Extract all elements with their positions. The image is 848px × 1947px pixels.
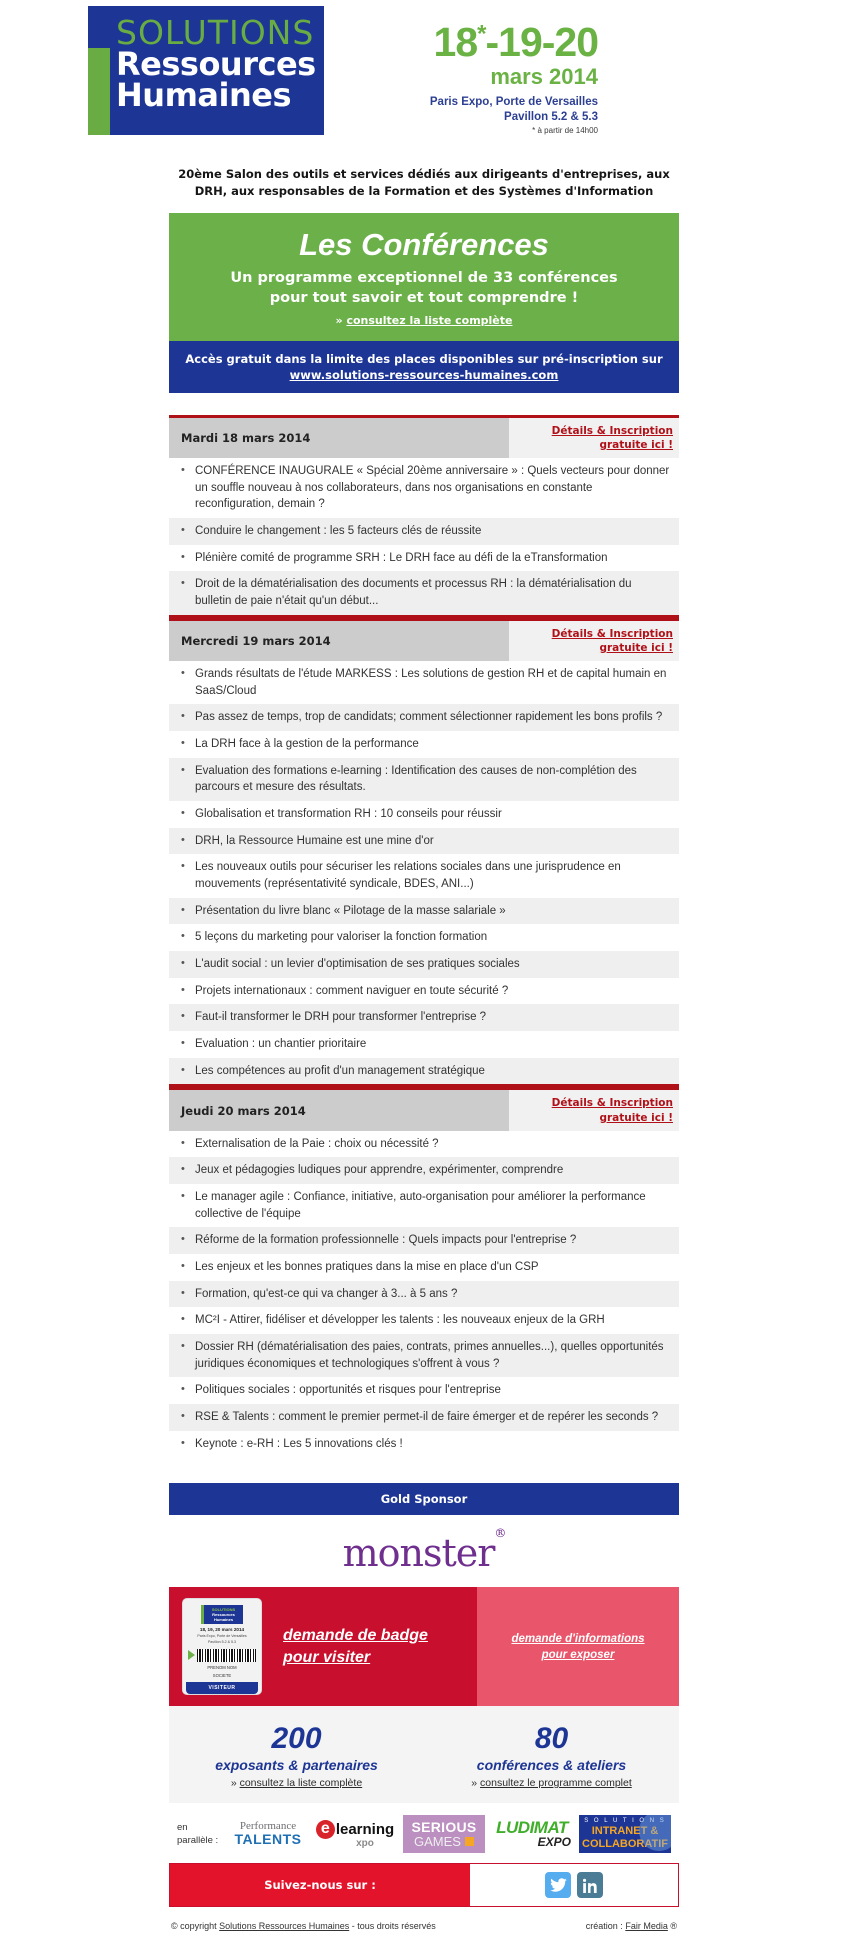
session-item: • Droit de la dématérialisation des documents et processus RH : la dématérialisation du bulletin de paie n'était qu'un début... bbox=[169, 571, 679, 614]
partner-logos-row bbox=[169, 1803, 679, 1863]
social-icons bbox=[470, 1864, 678, 1906]
inscription-link-tuesday[interactable] bbox=[513, 424, 673, 452]
stat-exhibitors bbox=[169, 1722, 424, 1789]
elearning-word: learning bbox=[335, 1820, 395, 1838]
performance-talents-top: Performance bbox=[239, 1820, 297, 1833]
session-item: • Externalisation de la Paie : choix ou nécessité ? bbox=[169, 1131, 679, 1158]
session-item: • Grands résultats de l'étude MARKESS : Les solutions de gestion RH et de capital humain en SaaS/Cloud bbox=[169, 661, 679, 704]
exhibit-info-line2: pour exposer bbox=[541, 1648, 615, 1661]
page-subtitle: 20ème Salon des outils et services dédiés aux dirigeants d'entreprises, aux DRH, aux responsables de la Formation et des Systèmes d'Information bbox=[178, 167, 670, 198]
chevron-right-icon: » bbox=[230, 1777, 237, 1790]
conference-banner bbox=[169, 213, 679, 341]
badge-logo bbox=[201, 1605, 243, 1624]
badge-logo-line3: Humaines bbox=[213, 1617, 234, 1623]
twitter-icon[interactable] bbox=[545, 1872, 571, 1898]
day-title-thursday: Jeudi 20 mars 2014 bbox=[169, 1090, 509, 1130]
ludimat-line1: LUDIMAT bbox=[496, 1818, 568, 1838]
badge-request-link[interactable] bbox=[283, 1625, 428, 1668]
badge-request-line1: demande de badge bbox=[283, 1627, 428, 1645]
conference-banner-title: Les Conférences bbox=[299, 227, 549, 263]
badge-holder-name: PRENOM NOM bbox=[207, 1664, 237, 1670]
event-month: mars 2014 bbox=[490, 64, 598, 89]
gold-sponsor-logo-wrap[interactable] bbox=[169, 1515, 679, 1587]
follow-label: Suivez-nous sur : bbox=[170, 1864, 470, 1906]
event-logo bbox=[88, 6, 324, 135]
footer-copyright bbox=[171, 1921, 436, 1931]
access-bar-text: Accès gratuit dans la limite des places disponibles sur pré-inscription sur bbox=[185, 352, 663, 367]
logo-line-solutions: SOLUTIONS bbox=[116, 13, 315, 52]
event-footnote: * à partir de 14h00 bbox=[532, 126, 598, 136]
cta-row bbox=[169, 1587, 679, 1706]
event-date-first: 18 bbox=[433, 19, 478, 65]
session-item: • Keynote : e-RH : Les 5 innovations clés ! bbox=[169, 1431, 679, 1458]
day-header-thursday bbox=[169, 1087, 679, 1130]
performance-talents-bottom: TALENTS bbox=[234, 1831, 302, 1848]
chevron-right-icon: » bbox=[335, 314, 343, 328]
conference-banner-subtitle bbox=[179, 268, 669, 309]
session-item: • RSE & Talents : comment le premier permet-il de faire émerger et de repérer les seconds ? bbox=[169, 1404, 679, 1431]
program-complete-link[interactable]: consultez le programme complet bbox=[480, 1777, 632, 1790]
exhibit-info-line1: demande d'informations bbox=[511, 1632, 645, 1645]
day-cta-wednesday[interactable] bbox=[509, 621, 679, 661]
exhibit-info-link[interactable] bbox=[511, 1631, 644, 1663]
session-item: • Réforme de la formation professionnelle : Quels impacts pour l'entreprise ? bbox=[169, 1227, 679, 1254]
badge-request-line2: pour visiter bbox=[283, 1648, 371, 1666]
session-list-thursday bbox=[169, 1131, 679, 1458]
inscription-link-thursday[interactable] bbox=[513, 1096, 673, 1124]
partner-logos-label bbox=[169, 1821, 221, 1848]
session-item: • Dossier RH (dématérialisation des paies, contrats, primes annuelles...), quelles opportunités juridiques économiques et technologiques s'offrent à vous ? bbox=[169, 1334, 679, 1377]
session-item: • CONFÉRENCE INAUGURALE « Spécial 20ème anniversaire » : Quels vecteurs pour donner un souffle nouveau à nos collaborateurs, dans nos organisations en constante reconfiguration, demain ? bbox=[169, 458, 679, 518]
badge-dates: 18, 19, 20 mars 2014 bbox=[199, 1627, 245, 1633]
footer-credit-prefix: création : bbox=[585, 1921, 623, 1932]
session-item: • 5 leçons du marketing pour valoriser la fonction formation bbox=[169, 924, 679, 951]
conference-banner-link-row bbox=[179, 314, 669, 327]
session-item: • Formation, qu'est-ce qui va changer à 3... à 5 ans ? bbox=[169, 1281, 679, 1308]
day-cta-thursday[interactable] bbox=[509, 1090, 679, 1130]
ludimat-expo-logo[interactable] bbox=[493, 1815, 571, 1853]
day-title-wednesday: Mercredi 19 mars 2014 bbox=[169, 621, 509, 661]
access-bar-website-link[interactable]: www.solutions-ressources-humaines.com bbox=[289, 367, 559, 382]
session-list-tuesday bbox=[169, 458, 679, 618]
inscription-link-line1-thursday: Détails & Inscription bbox=[551, 1097, 673, 1110]
session-item: • Les enjeux et les bonnes pratiques dans la mise en place d'un CSP bbox=[169, 1254, 679, 1281]
intranet-line1: INTRANET & bbox=[591, 1825, 659, 1838]
chevron-right-icon: » bbox=[471, 1777, 478, 1790]
serious-games-line1: SERIOUS bbox=[411, 1818, 477, 1835]
session-list-wednesday bbox=[169, 661, 679, 1087]
event-location bbox=[298, 95, 598, 124]
partner-label-line2: parallèle : bbox=[177, 1835, 219, 1847]
session-item: • Evaluation des formations e-learning : Identification des causes de non-complétion des parcours et mesure des résultats. bbox=[169, 758, 679, 801]
inscription-link-line2-tuesday: gratuite ici ! bbox=[599, 438, 673, 451]
session-item: • MC²I - Attirer, fidéliser et développer les talents : les nouveaux enjeux de la GRH bbox=[169, 1307, 679, 1334]
badge-type-label: VISITEUR bbox=[186, 1682, 258, 1694]
stat-exhibitors-link-row bbox=[169, 1777, 424, 1789]
session-item: • DRH, la Ressource Humaine est une mine d'or bbox=[169, 828, 679, 855]
badge-logo-line1: SOLUTIONS bbox=[211, 1607, 236, 1613]
serious-games-logo[interactable] bbox=[403, 1815, 485, 1853]
cta-visit-panel bbox=[169, 1587, 477, 1706]
footer-credit bbox=[586, 1921, 677, 1931]
footer-copyright-suffix: - tous droits réservés bbox=[351, 1921, 436, 1932]
session-item: • Pas assez de temps, trop de candidats; comment sélectionner rapidement les bons profils ? bbox=[169, 704, 679, 731]
day-cta-tuesday[interactable] bbox=[509, 418, 679, 458]
cta-visit-text bbox=[283, 1625, 428, 1668]
badge-barcode-row bbox=[188, 1649, 256, 1662]
event-dates-rest: -19-20 bbox=[485, 19, 598, 65]
inscription-link-line1-wednesday: Détails & Inscription bbox=[551, 627, 673, 640]
stat-conferences-number: 80 bbox=[534, 1722, 569, 1756]
footer-copyright-prefix: © copyright bbox=[171, 1921, 217, 1932]
serious-games-line2: GAMES bbox=[414, 1833, 461, 1849]
day-title-tuesday: Mardi 18 mars 2014 bbox=[169, 418, 509, 458]
partner-label-line1: en bbox=[177, 1821, 188, 1833]
linkedin-icon[interactable] bbox=[577, 1872, 603, 1898]
inscription-link-line2-wednesday: gratuite ici ! bbox=[599, 641, 673, 654]
session-item: • Jeux et pédagogies ludiques pour apprendre, expérimenter, comprendre bbox=[169, 1157, 679, 1184]
session-item: • Plénière comité de programme SRH : Le DRH face au défi de la eTransformation bbox=[169, 545, 679, 572]
event-location-line1: Paris Expo, Porte de Versailles bbox=[429, 96, 598, 109]
inscription-link-line2-thursday: gratuite ici ! bbox=[599, 1111, 673, 1124]
stat-exhibitors-label: exposants & partenaires bbox=[215, 1757, 378, 1774]
session-item: • La DRH face à la gestion de la performance bbox=[169, 731, 679, 758]
session-item: • Faut-il transformer le DRH pour transformer l'entreprise ? bbox=[169, 1004, 679, 1031]
badge-location-line1: Paris Expo, Porte de Versailles bbox=[197, 1634, 247, 1639]
footer-credit-suffix: ® bbox=[670, 1921, 677, 1932]
logo-line-humaines: Humaines bbox=[116, 76, 291, 115]
logo-line-ressources: Ressources bbox=[116, 45, 316, 83]
monster-logo[interactable] bbox=[342, 1525, 506, 1576]
footer bbox=[169, 1915, 679, 1947]
elearning-e-icon: e bbox=[316, 1820, 335, 1839]
badge-location-line2: Pavillon 5.2 & 5.3 bbox=[208, 1640, 236, 1645]
gold-sponsor-bar: Gold Sponsor bbox=[169, 1483, 679, 1515]
conference-list-link[interactable]: consultez la liste complète bbox=[346, 314, 513, 328]
solutions-intranet-logo[interactable] bbox=[579, 1815, 671, 1853]
footer-brand-link[interactable]: Solutions Ressources Humaines bbox=[219, 1921, 350, 1932]
access-bar bbox=[169, 341, 679, 392]
stat-conferences bbox=[424, 1722, 679, 1789]
elearning-expo-sub: xpo bbox=[356, 1837, 374, 1849]
cta-exhibit-panel bbox=[477, 1587, 679, 1706]
barcode-icon bbox=[197, 1649, 256, 1662]
stat-conferences-link-row bbox=[424, 1777, 679, 1789]
session-item: • Globalisation et transformation RH : 10 conseils pour réussir bbox=[169, 801, 679, 828]
inscription-link-line1-tuesday: Détails & Inscription bbox=[551, 424, 673, 437]
session-item: • Les compétences au profit d'un management stratégique bbox=[169, 1058, 679, 1085]
visitor-badge-image bbox=[183, 1599, 261, 1694]
session-item: • Politiques sociales : opportunités et risques pour l'entreprise bbox=[169, 1377, 679, 1404]
event-dates bbox=[298, 19, 598, 65]
stat-exhibitors-number: 200 bbox=[271, 1722, 322, 1756]
monster-logo-text: monster bbox=[342, 1531, 495, 1576]
session-item: • Projets internationaux : comment naviguer en toute sécurité ? bbox=[169, 978, 679, 1005]
square-icon bbox=[465, 1837, 474, 1846]
inscription-link-wednesday[interactable] bbox=[513, 627, 673, 655]
header bbox=[0, 0, 848, 148]
session-item: • Conduire le changement : les 5 facteurs clés de réussite bbox=[169, 518, 679, 545]
session-item: • Le manager agile : Confiance, initiative, auto-organisation pour améliorer la performance collective de l'équipe bbox=[169, 1184, 679, 1227]
session-item: • Présentation du livre blanc « Pilotage de la masse salariale » bbox=[169, 898, 679, 925]
ludimat-line2: EXPO bbox=[537, 1835, 571, 1850]
badge-logo-line2: Ressources bbox=[212, 1612, 235, 1618]
program-section bbox=[169, 415, 679, 1458]
event-date-asterisk: * bbox=[477, 20, 486, 48]
day-header-wednesday bbox=[169, 618, 679, 661]
performance-talents-logo[interactable] bbox=[229, 1815, 307, 1853]
session-item: • Les nouveaux outils pour sécuriser les relations sociales dans une jurisprudence en mouvements (représentativité syndicale, BDES, ANI...) bbox=[169, 854, 679, 897]
conference-banner-subtitle-line2: pour tout savoir et tout comprendre ! bbox=[269, 290, 579, 307]
logo-green-bar bbox=[88, 48, 110, 135]
registered-icon: ® bbox=[494, 1525, 506, 1540]
elearning-expo-logo[interactable] bbox=[315, 1815, 395, 1853]
event-location-line2: Pavillon 5.2 & 5.3 bbox=[504, 110, 598, 123]
follow-bar bbox=[169, 1863, 679, 1907]
exhibitors-list-link[interactable]: consultez la liste complète bbox=[239, 1777, 363, 1790]
session-item: • L'audit social : un levier d'optimisation de ses pratiques sociales bbox=[169, 951, 679, 978]
footer-credit-link[interactable]: Fair Media bbox=[625, 1921, 668, 1932]
intranet-line2: COLLABORATIF bbox=[582, 1837, 668, 1850]
day-header-tuesday bbox=[169, 415, 679, 458]
conference-banner-subtitle-line1: Un programme exceptionnel de 33 conférences bbox=[230, 269, 618, 286]
event-dates-block bbox=[298, 19, 598, 136]
session-item: • Evaluation : un chantier prioritaire bbox=[169, 1031, 679, 1058]
intranet-line0: S O L U T I O N S bbox=[584, 1818, 666, 1825]
stats-row bbox=[169, 1706, 679, 1803]
stat-conferences-label: conférences & ateliers bbox=[476, 1757, 627, 1774]
arrow-right-icon bbox=[188, 1650, 195, 1660]
badge-holder-company: SOCIETE bbox=[212, 1673, 232, 1679]
